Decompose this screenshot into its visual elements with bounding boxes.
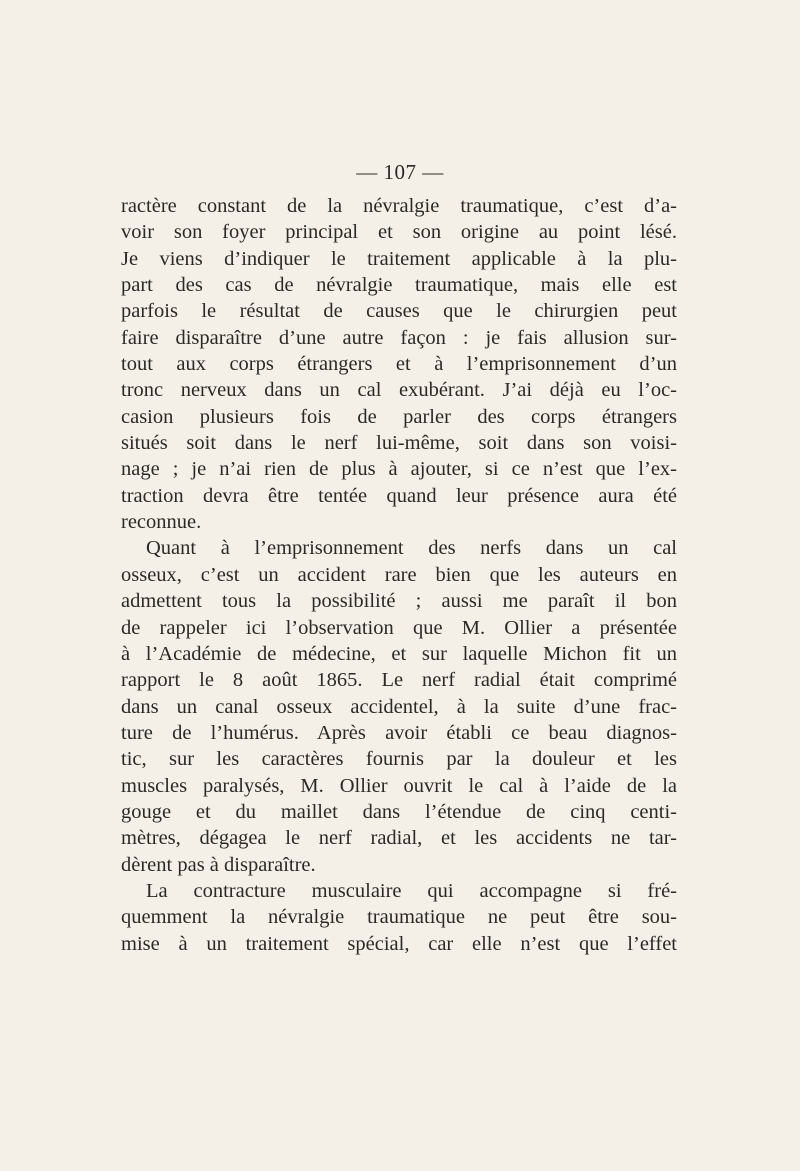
text-line: Quant à l’emprisonnement des nerfs dans un cal	[146, 537, 677, 560]
text-line: mètres, dégagea le nerf radial, et les accidents ne tar-	[121, 827, 677, 850]
text-line: gouge et du maillet dans l’étendue de cinq centi-	[121, 800, 677, 823]
text-line: ture de l’humérus. Après avoir établi ce beau diagnos-	[121, 721, 677, 744]
text-line: dèrent pas à disparaître.	[121, 853, 316, 876]
text-line: voir son foyer principal et son origine au point lésé.	[121, 221, 677, 244]
text-line: part des cas de névralgie traumatique, mais elle est	[121, 274, 677, 297]
text-line: tronc nerveux dans un cal exubérant. J’ai déjà eu l’oc-	[121, 379, 677, 402]
text-line: admettent tous la possibilité ; aussi me paraît il bon	[121, 590, 677, 613]
text-line: de rappeler ici l’observation que M. Ollier a présentée	[121, 616, 677, 639]
text-line: muscles paralysés, M. Ollier ouvrit le cal à l’aide de la	[121, 774, 677, 797]
text-line: faire disparaître d’une autre façon : je fais allusion sur-	[121, 326, 677, 349]
text-line: mise à un traitement spécial, car elle n’est que l’effet	[121, 932, 677, 955]
page-number: — 107 —	[356, 160, 444, 184]
text-line: tic, sur les caractères fournis par la douleur et les	[121, 748, 677, 771]
text-line: Je viens d’indiquer le traitement applicable à la plu-	[121, 247, 677, 270]
text-line: traction devra être tentée quand leur présence aura été	[121, 484, 677, 507]
text-line: ractère constant de la névralgie traumatique, c’est d’a-	[121, 195, 677, 217]
text-line: tout aux corps étrangers et à l’emprisonnement d’un	[121, 353, 677, 376]
text-line: nage ; je n’ai rien de plus à ajouter, si ce n’est que l’ex-	[121, 458, 677, 481]
body-text	[121, 193, 677, 957]
text-line: dans un canal osseux accidentel, à la suite d’une frac-	[121, 695, 677, 718]
text-line: parfois le résultat de causes que le chirurgien peut	[121, 300, 677, 323]
text-line: quemment la névralgie traumatique ne peut être sou-	[121, 906, 677, 929]
text-line: situés soit dans le nerf lui-même, soit dans son voisi-	[121, 432, 677, 455]
text-line: osseux, c’est un accident rare bien que les auteurs en	[121, 563, 677, 586]
text-line: reconnue.	[121, 511, 202, 534]
text-line: casion plusieurs fois de parler des corps étrangers	[121, 405, 677, 428]
text-line: rapport le 8 août 1865. Le nerf radial était comprimé	[121, 669, 677, 692]
text-line: La contracture musculaire qui accompagne si fré-	[146, 879, 677, 902]
text-line: à l’Académie de médecine, et sur laquelle Michon fit un	[121, 642, 677, 665]
